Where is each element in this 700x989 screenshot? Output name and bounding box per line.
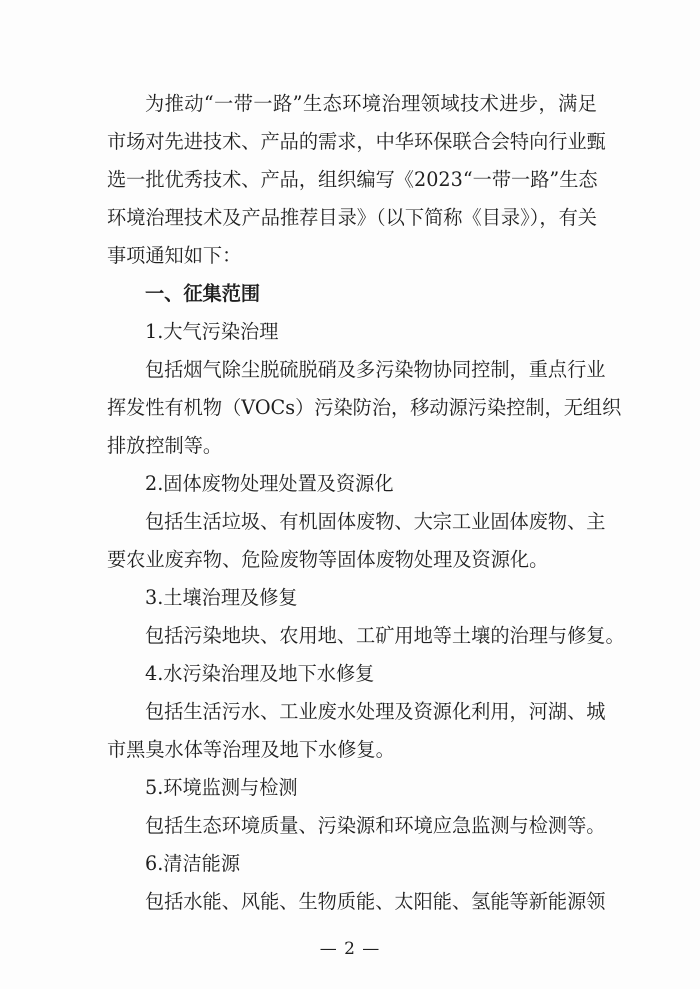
section-heading: 一、征集范围	[145, 282, 261, 305]
item-1-line-1: 包括烟气除尘脱硫脱硝及多污染物协同控制，重点行业	[145, 358, 606, 381]
item-5-line-1: 包括生态环境质量、污染源和环境应急监测与检测等。	[145, 814, 606, 837]
item-2-line-2: 要农业废弃物、危险废物等固体废物处理及资源化。	[107, 548, 549, 571]
intro-line-2: 市场对先进技术、产品的需求，中华环保联合会特向行业甄	[107, 130, 606, 153]
item-1-line-2: 挥发性有机物（VOCs）污染防治，移动源污染控制，无组织	[107, 396, 622, 419]
page-number: — 2 —	[319, 939, 381, 959]
item-4-title: 4.水污染治理及地下水修复	[145, 662, 375, 685]
item-2-line-1: 包括生活垃圾、有机固体废物、大宗工业固体废物、主	[145, 510, 606, 533]
item-2-title: 2.固体废物处理处置及资源化	[145, 472, 394, 495]
intro-line-4: 环境治理技术及产品推荐目录》（以下简称《目录》），有关	[107, 206, 597, 229]
item-5-title: 5.环境监测与检测	[145, 776, 298, 799]
item-6-line-1: 包括水能、风能、生物质能、太阳能、氢能等新能源领	[145, 890, 606, 913]
intro-line-1: 为推动“一带一路”生态环境治理领域技术进步，满足	[145, 92, 597, 115]
intro-line-3: 选一批优秀技术、产品，组织编写《2023“一带一路”生态	[107, 168, 598, 191]
intro-line-5: 事项通知如下：	[107, 244, 242, 267]
item-6-title: 6.清洁能源	[145, 852, 241, 875]
item-1-title: 1.大气污染治理	[145, 320, 279, 343]
item-3-line-1: 包括污染地块、农用地、工矿用地等土壤的治理与修复。	[145, 624, 625, 647]
item-3-title: 3.土壤治理及修复	[145, 586, 298, 609]
item-4-line-1: 包括生活污水、工业废水处理及资源化利用，河湖、城	[145, 700, 606, 723]
item-4-line-2: 市黑臭水体等治理及地下水修复。	[107, 738, 395, 761]
item-1-line-3: 排放控制等。	[107, 434, 223, 457]
